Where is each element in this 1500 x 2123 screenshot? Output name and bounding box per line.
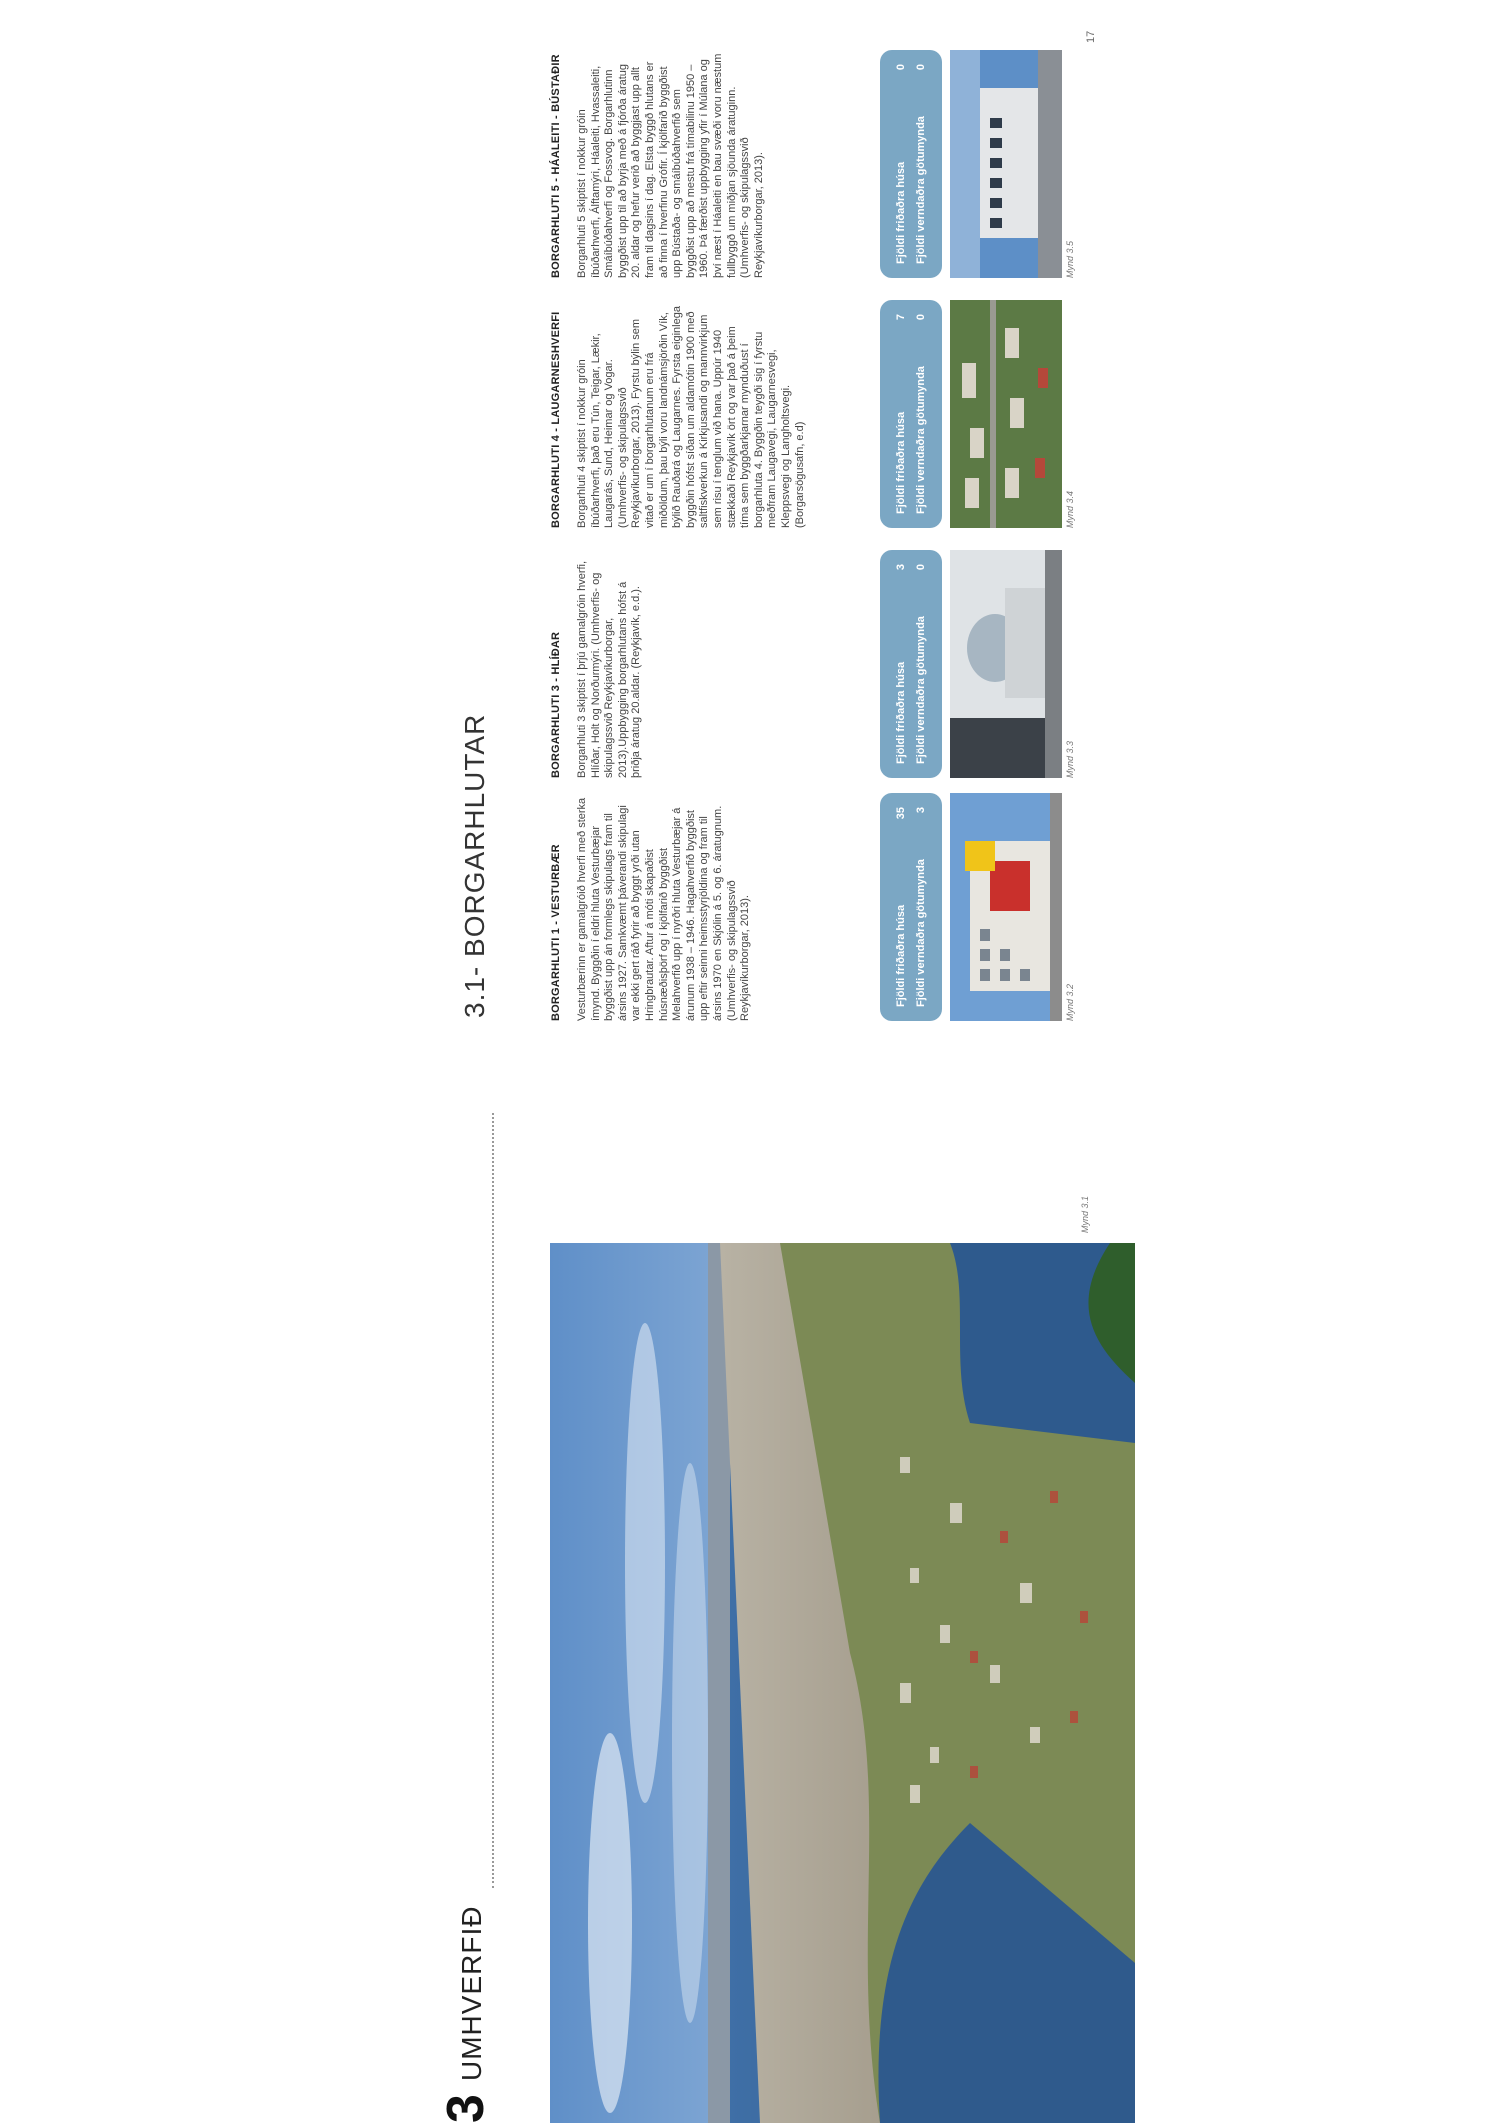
district-heading: BORGARHLUTI 5 - HÁALEITI - BÚSTAÐIR xyxy=(550,54,562,278)
photo-caption: Mynd 3.3 xyxy=(1065,740,1075,778)
stat-box-2 xyxy=(880,550,942,778)
stat-box-1 xyxy=(880,793,942,1021)
stat-value: 35 xyxy=(895,807,907,820)
district-heading: BORGARHLUTI 4 - LAUGARNESHVERFI xyxy=(550,311,562,528)
district-heading: BORGARHLUTI 1 - VESTURBÆR xyxy=(550,844,562,1021)
stat-box-4 xyxy=(880,50,942,278)
district-column-1 xyxy=(550,796,753,1021)
district-column-3 xyxy=(550,303,807,528)
stat-value: 3 xyxy=(915,807,927,814)
stat-value: 0 xyxy=(895,64,907,71)
stat-label: Fjöldi friðaðra húsa xyxy=(895,161,907,264)
stat-box-3 xyxy=(880,300,942,528)
chapter-number: 3 xyxy=(437,2094,495,2123)
district-heading: BORGARHLUTI 3 - HLÍÐAR xyxy=(550,631,562,778)
aerial-city-photo xyxy=(550,1243,1135,2123)
stat-label: Fjöldi friðaðra húsa xyxy=(895,661,907,764)
district-photo-3 xyxy=(950,300,1062,528)
district-photo-4 xyxy=(950,50,1062,278)
page-number: 17 xyxy=(1085,30,1097,43)
stat-value: 0 xyxy=(915,314,927,321)
district-photo-2 xyxy=(950,550,1062,778)
stat-label: Fjöldi friðaðra húsa xyxy=(895,904,907,1007)
stat-value: 7 xyxy=(895,314,907,321)
section-title: 3.1- BORGARHLUTAR xyxy=(459,713,490,1018)
district-photo-1 xyxy=(950,793,1062,1021)
district-column-4 xyxy=(550,53,766,278)
stat-value: 3 xyxy=(895,564,907,571)
chapter-title: UMHVERFIÐ xyxy=(456,1905,487,2081)
stat-label: Fjöldi verndaðra götumynda xyxy=(915,616,927,764)
district-text: Borgarhluti 4 skiptist í nokkur gróin íbúðarhverfi, það eru Tún, Teigar, Lækir, Laugarás, Sund, Heimar og Vogar. (Umhverfis- og skipulagssvið Reykjavíkurborgar, 2013). Fyrstu býlin sem vitað er um í borgarhlutanum eru frá miðöldum, þau býli voru landnámsjörðin Vík, býlið Rauðará og Laugarnes. Fyrsta eiginlega byggðin hófst síðan um aldamótin 1900 með saltfiskverkun á Kirkjusandi og mannvirkjum sem risu í tenglum við hana. Uppúr 1940 stækkaði Reykjavík ört og var það á þeim tíma sem byggðarkjarnar mynduðust í borgarhluta 4. Byggðin teygði sig í fyrstu meðfram Laugavegi, Laugarnesvegi, Kleppsvegi og Langholtsvegi. (Borgarsögusafn, e.d) xyxy=(576,306,806,528)
photo-caption: Mynd 3.2 xyxy=(1065,983,1075,1021)
photo-caption: Mynd 3.4 xyxy=(1065,490,1075,528)
main-photo-caption: Mynd 3.1 xyxy=(1080,1195,1090,1233)
stat-value: 0 xyxy=(915,64,927,71)
stat-label: Fjöldi verndaðra götumynda xyxy=(915,366,927,514)
district-text: Borgarhluti 3 skiptist í þrjú gamalgróin hverfi, Hlíðar, Holt og Norðurmýri. (Umhverfis- og skipulagssvið Reykjavíkurborgar, 2013).Uppbygging borgarhlutans hófst á þriðja áratug 20.aldar. (Reykjavík, e.d.). xyxy=(576,560,643,778)
stat-label: Fjöldi verndaðra götumynda xyxy=(915,116,927,264)
stat-value: 0 xyxy=(915,564,927,571)
stat-label: Fjöldi friðaðra húsa xyxy=(895,411,907,514)
district-text: Vesturbærinn er gamalgróið hverfi með sterka ímynd. Byggðin í eldri hluta Vesturbæjar byggðist upp án formlegs skipulags fram til ársins 1927. Samkvæmt þáverandi skipulagi var ekki gert ráð fyrir að byggt yrði utan Hringbrautar. Aftur á móti skapaðist húsnæðisþörf og í kjölfarið byggðist Melahverfið upp í nyrðri hluta Vesturbæjar á árunum 1938 – 1946. Hagahverfið byggðist upp eftir seinni heimsstyrjöldina og fram til ársins 1970 en Skjólin á 5. og 6. áratugnum. (Umhverfis- og skipulagssvið Reykjavíkurborgar, 2013). xyxy=(576,797,752,1021)
photo-caption: Mynd 3.5 xyxy=(1065,240,1075,278)
district-text: Borgarhluti 5 skiptist í nokkur gróin íbúðarhverfi, Álftamýri, Háaleiti, Hvassaleiti, Smáíbúðahverfi og Fossvog. Borgarhlutinn byggðist upp til að byrja með á fjórða áratug 20. aldar og hefur verið að byggjast upp allt fram til dagsins í dag. Elsta byggð hlutans er að finna í hverfinu Grófir. Í kjölfarið byggðist upp Bústaða- og smáíbúðahverfið sem byggðist upp að mestu frá tímabilinu 1950 – 1960. Þá færðist uppbygging yfir í Múlana og því næst í Háaleiti en bau svæði voru næstum fullbyggð um miðjan sjöunda áratuginn. (Umhverfis- og skipulagssvið Reykjavíkurborgar, 2013). xyxy=(576,53,765,278)
chapter-divider xyxy=(492,1113,494,1888)
district-column-2 xyxy=(550,553,644,778)
stat-label: Fjöldi verndaðra götumynda xyxy=(915,859,927,1007)
